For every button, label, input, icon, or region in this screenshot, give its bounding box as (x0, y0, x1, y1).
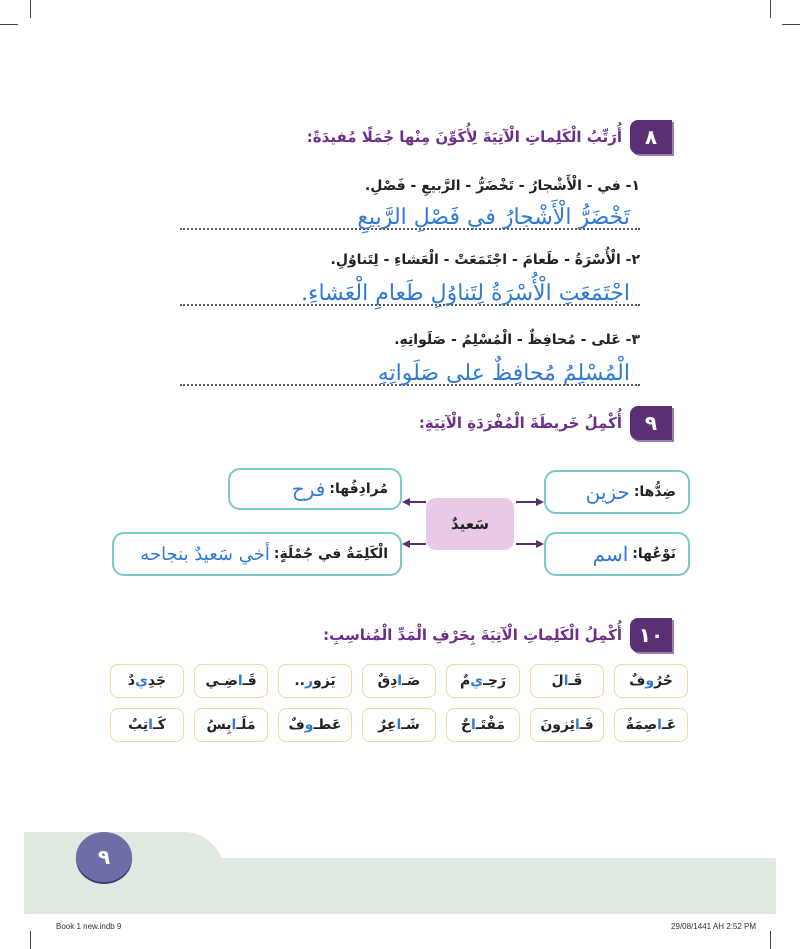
slug-right: 29/08/1441 AH 2:52 PM (671, 922, 756, 931)
arrowhead-icon (536, 540, 544, 548)
page-number: ٩ (97, 845, 111, 869)
word-cell[interactable]: حُرُ و فٌ (614, 664, 688, 698)
answer-line[interactable] (180, 200, 640, 236)
crop-mark (770, 931, 771, 949)
crop-mark (30, 931, 31, 949)
page-number-badge (76, 832, 132, 882)
crop-mark (782, 24, 800, 25)
sentence-answer: أخي سَعيدٌ بنجاحه (140, 543, 270, 565)
crop-mark (770, 0, 771, 18)
footer-band (24, 858, 776, 914)
handwritten-answer: اجْتَمَعَتِ الْأُسْرَةُ لِتَناوُلِ طَعامِ الْعَشاءِ. (301, 281, 630, 306)
word-cell[interactable]: صَـ ا دِقٌ (362, 664, 436, 698)
exercise-prompt: ١- في - الْأَشْجارُ - تَخْضَرُّ - الرَّبيعِ - فَصْلِ. (364, 178, 640, 194)
word-cell[interactable]: قَـ ا ضِـي (194, 664, 268, 698)
map-arrows (400, 480, 550, 570)
question-number-badge: ٩ (630, 406, 672, 440)
opposite-box[interactable] (544, 470, 690, 514)
synonym-box[interactable] (228, 468, 402, 510)
arrowhead-icon (402, 540, 410, 548)
answer-line[interactable] (180, 356, 640, 392)
arrowhead-icon (402, 498, 410, 506)
sentence-label: الْكَلِمَةُ في جُمْلَةٍ: (273, 546, 388, 562)
question-number-badge: ٨ (630, 120, 672, 154)
center-word: سَعيدٌ (450, 515, 489, 533)
opposite-label: ضِدُّها: (633, 484, 676, 500)
word-cell[interactable]: رَحِـ ي مٌ (446, 664, 520, 698)
exercise-prompt: ٣- عَلى - مُحافِظٌ - الْمُسْلِمُ - صَلَواتِهِ. (394, 332, 640, 348)
question-title: أُرَتِّبُ الْكَلِماتِ الْآتِيَةَ لِأُكَوِّنَ مِنْها جُمَلًا مُفيدَةً: (306, 128, 622, 146)
word-cell[interactable]: قَـ ا لَ (530, 664, 604, 698)
word-cell[interactable]: كَـ ا تِبٌ (110, 708, 184, 742)
handwritten-answer: الْمُسْلِمُ مُحافِظٌ على صَلَواتِهِ (377, 361, 630, 386)
word-cell[interactable]: يَزو ر .. (278, 664, 352, 698)
question-title: أُكْمِلُ الْكَلِماتِ الْآتِيَةَ بِحَرْفِ الْمَدِّ الْمُناسِبِ: (323, 626, 622, 644)
type-label: نَوْعُها: (632, 546, 676, 562)
word-cell[interactable]: مَلَـ ا بِسُ (194, 708, 268, 742)
handwritten-answer: تَخْضَرُّ الْأَشْجارُ في فَصْلِ الرَّبيعِ (357, 205, 630, 230)
word-cell[interactable]: مَفْتَـ ا حٌ (446, 708, 520, 742)
word-cell[interactable]: جَدِ ي دٌ (110, 664, 184, 698)
arrowhead-icon (536, 498, 544, 506)
crop-mark (0, 24, 18, 25)
crop-mark (30, 0, 31, 18)
opposite-answer: حزين (585, 480, 630, 504)
answer-line[interactable] (180, 276, 640, 312)
synonym-label: مُرادِفُها: (329, 481, 388, 497)
exercise-prompt: ٢- الْأُسْرَةُ - طَعامَ - اجْتَمَعَتْ - الْعَشاءِ - لِتَناوُلِ. (330, 252, 640, 268)
letter-fill-grid (108, 664, 688, 742)
word-cell[interactable]: فَـ ا ئِزونَ (530, 708, 604, 742)
question-title: أُكْمِلُ خَريطَةَ الْمُفْرَدَةِ الْآتِيَةِ: (418, 414, 622, 432)
type-answer: اسم (592, 542, 629, 566)
question-9-header (419, 406, 672, 440)
question-number-badge: ١٠ (630, 618, 672, 652)
question-8-header (307, 120, 672, 154)
question-10-header (323, 618, 672, 652)
word-cell[interactable]: شَـ ا عِرٌ (362, 708, 436, 742)
type-box[interactable] (544, 532, 690, 576)
word-cell[interactable]: عَطـ و فٌ (278, 708, 352, 742)
sentence-box[interactable] (112, 532, 402, 576)
slug-left: Book 1 new.indb 9 (56, 922, 122, 931)
word-cell[interactable]: عَـ ا صِمَةٌ (614, 708, 688, 742)
synonym-answer: فرح (291, 477, 326, 501)
